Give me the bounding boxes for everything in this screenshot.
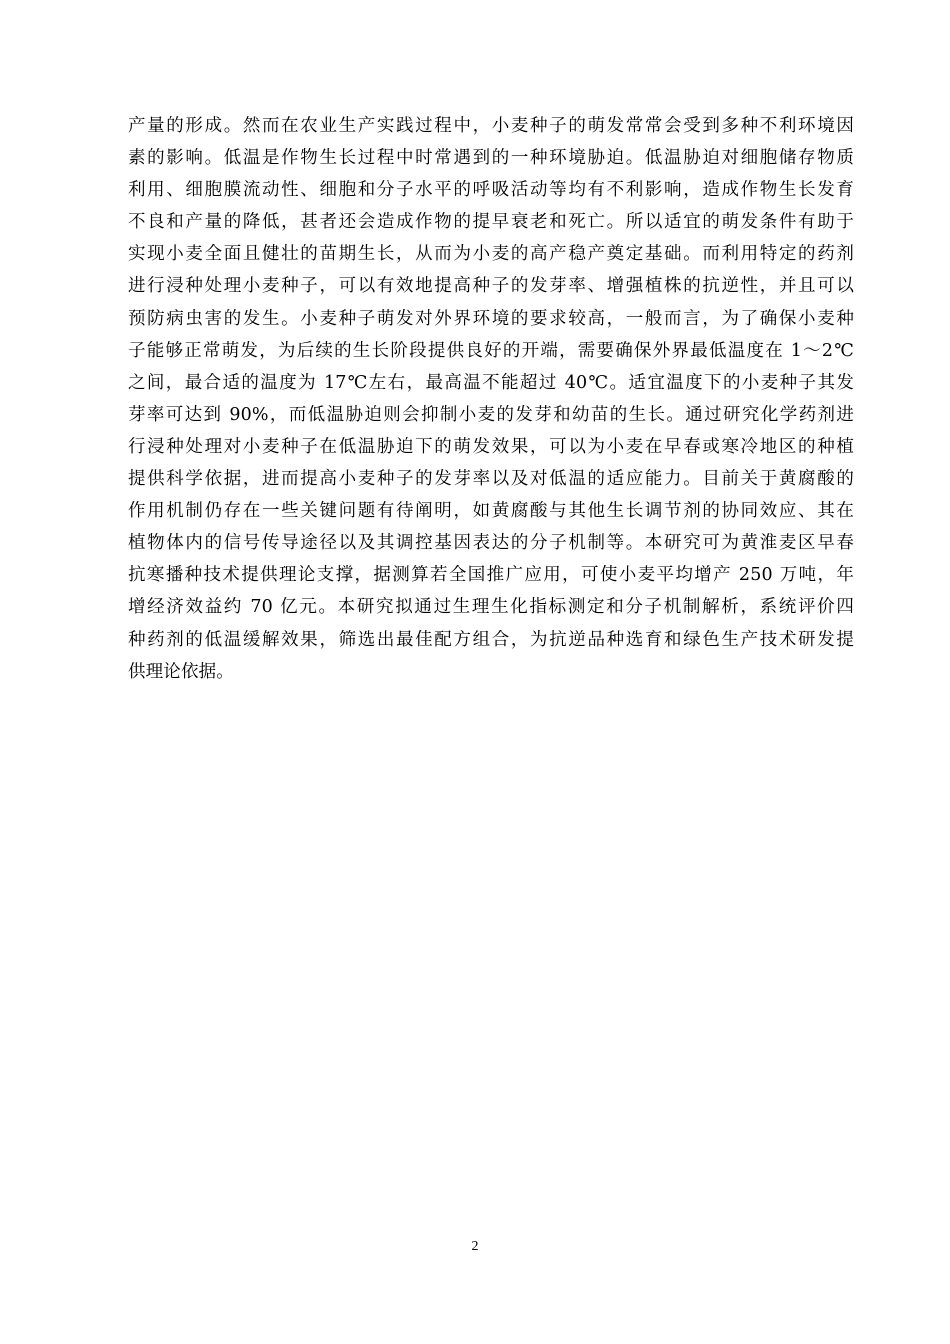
paragraph-line: 供理论依据。 xyxy=(128,661,234,682)
paragraph-line: 芽率可达到 90%，而低温胁迫则会抑制小麦的发芽和幼苗的生长。通过研究化学药剂进 xyxy=(128,404,854,425)
paragraph-line: 实现小麦全面且健壮的苗期生长，从而为小麦的高产稳产奠定基础。而利用特定的药剂 xyxy=(128,244,854,265)
paragraph-line: 种药剂的低温缓解效果，筛选出最佳配方组合，为抗逆品种选育和绿色生产技术研发提 xyxy=(128,629,854,650)
body-paragraph xyxy=(128,110,854,688)
paragraph-line: 抗寒播种技术提供理论支撑，据测算若全国推广应用，可使小麦平均增产 250 万吨，年 xyxy=(128,565,854,586)
paragraph-line: 预防病虫害的发生。小麦种子萌发对外界环境的要求较高，一般而言，为了确保小麦种 xyxy=(128,308,854,329)
paragraph-line: 素的影响。低温是作物生长过程中时常遇到的一种环境胁迫。低温胁迫对细胞储存物质 xyxy=(128,148,854,169)
page-number: 2 xyxy=(471,1239,479,1254)
paragraph-line: 植物体内的信号传导途径以及其调控基因表达的分子机制等。本研究可为黄淮麦区早春 xyxy=(128,533,854,554)
paragraph-line: 提供科学依据，进而提高小麦种子的发芽率以及对低温的适应能力。目前关于黄腐酸的 xyxy=(128,469,854,490)
paragraph-line: 产量的形成。然而在农业生产实践过程中，小麦种子的萌发常常会受到多种不利环境因 xyxy=(128,116,854,136)
paragraph-line: 之间，最合适的温度为 17℃左右，最高温不能超过 40℃。适宜温度下的小麦种子其发 xyxy=(128,372,854,393)
paragraph-line: 增经济效益约 70 亿元。本研究拟通过生理生化指标测定和分子机制解析，系统评价四 xyxy=(128,597,854,618)
paragraph-line: 进行浸种处理小麦种子，可以有效地提高种子的发芽率、增强植株的抗逆性，并且可以 xyxy=(128,276,854,297)
paragraph-line: 利用、细胞膜流动性、细胞和分子水平的呼吸活动等均有不利影响，造成作物生长发育 xyxy=(128,180,854,201)
paragraph-line: 行浸种处理对小麦种子在低温胁迫下的萌发效果，可以为小麦在早春或寒冷地区的种植 xyxy=(128,436,854,457)
paragraph-line: 不良和产量的降低，甚者还会造成作物的提早衰老和死亡。所以适宜的萌发条件有助于 xyxy=(128,212,854,233)
paragraph-line: 作用机制仍存在一些关键问题有待阐明，如黄腐酸与其他生长调节剂的协同效应、其在 xyxy=(128,501,854,522)
paragraph-line: 子能够正常萌发，为后续的生长阶段提供良好的开端，需要确保外界最低温度在 1～2℃ xyxy=(128,340,854,361)
